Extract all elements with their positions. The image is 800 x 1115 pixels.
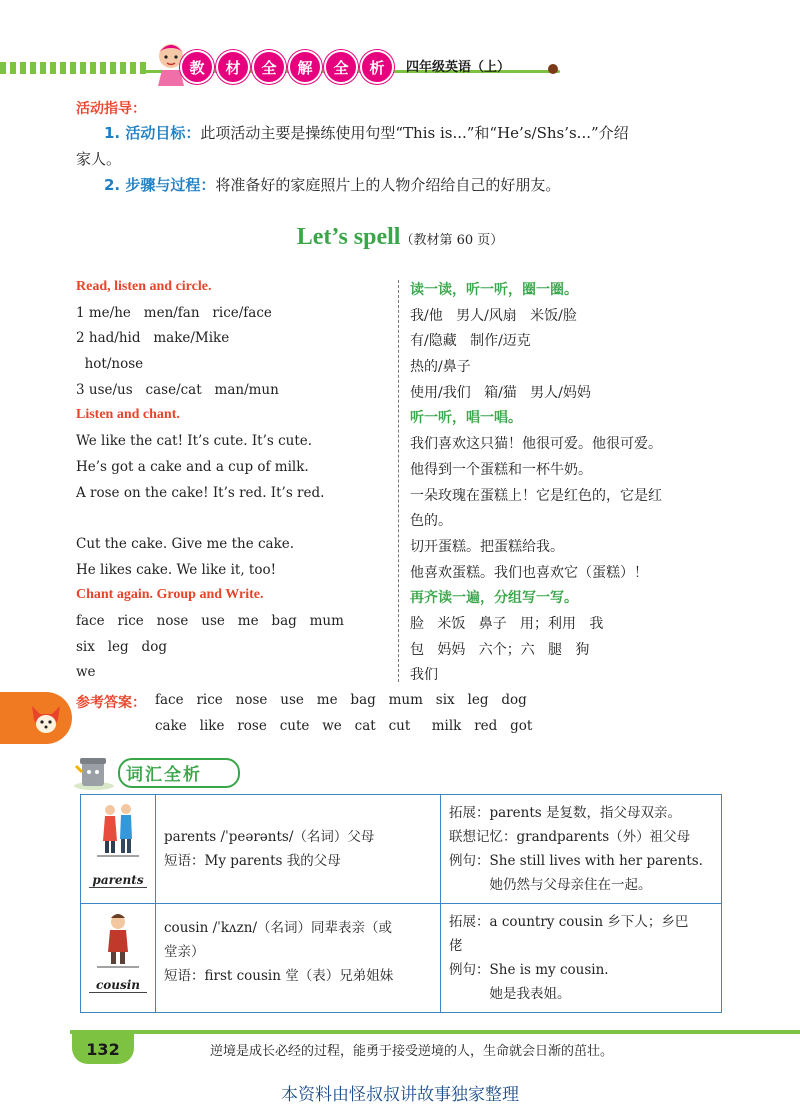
activity-heading: 活动指导： (76, 101, 146, 117)
column-divider (398, 280, 399, 682)
extension-line: 例句：She is my cousin. (449, 962, 609, 978)
right-line: 他得到一个蛋糕和一杯牛奶。 (410, 462, 592, 478)
section-title-text: Let’s spell (296, 224, 401, 250)
parents-figure-icon (95, 801, 141, 865)
vocab-table (80, 794, 722, 1013)
right-line: 他喜欢蛋糕。我们也喜欢它（蛋糕）！ (410, 565, 648, 581)
section-page-ref: （教材第 60 页） (400, 233, 504, 248)
title-char: 全 (252, 50, 286, 84)
section-title (0, 224, 800, 251)
vocab-definition (156, 795, 441, 904)
right-line: 热的/鼻子 (410, 359, 471, 375)
right-heading: 再齐读一遍，分组写一写。 (410, 590, 578, 606)
right-line: 包 妈妈 六个；六 腿 狗 (410, 642, 590, 658)
extension-line: 例句：She still lives with her parents. (449, 853, 703, 869)
vocab-picture (81, 795, 156, 904)
left-line: He likes cake. We like it, too! (76, 562, 277, 578)
answer-label: 参考答案： (76, 695, 146, 711)
left-line: six leg dog (76, 639, 167, 655)
cousin-figure-icon (95, 910, 141, 970)
extension-line: 联想记忆：grandparents（外）祖父母 (449, 829, 691, 845)
title-char: 解 (288, 50, 322, 84)
vocab-title: 词汇全析 (126, 765, 202, 785)
right-line: 切开蛋糕。把蛋糕给我。 (410, 539, 564, 555)
header-dots (0, 62, 150, 74)
activity-goal (104, 122, 629, 143)
extension-line: 拓展：a country cousin 乡下人；乡巴 (449, 914, 689, 930)
definition-line: cousin /ˈkʌzn/（名词）同辈表亲（或 (164, 920, 393, 936)
definition-line: 短语：My parents 我的父母 (164, 853, 341, 869)
vocab-picture (81, 904, 156, 1013)
grade-label: 四年级英语（上） (406, 60, 511, 75)
title-char: 全 (324, 50, 358, 84)
page-number: 132 (72, 1034, 134, 1064)
vocab-extension (441, 904, 722, 1013)
right-line: 色的。 (410, 513, 452, 529)
left-line: 1 me/he men/fan rice/face (76, 305, 272, 321)
right-line: 有/隐藏 制作/迈克 (410, 333, 531, 349)
book-title (180, 50, 394, 84)
title-char: 析 (360, 50, 394, 84)
extension-line: 她仍然与父母亲住在一起。 (449, 877, 652, 893)
left-line: Cut the cake. Give me the cake. (76, 536, 295, 552)
left-line: We like the cat! It’s cute. It’s cute. (76, 433, 313, 449)
right-line: 脸 米饭 鼻子 用；利用 我 (410, 616, 604, 632)
left-line: face rice nose use me bag mum (76, 613, 344, 629)
definition-line: 短语：first cousin 堂（表）兄弟姐妹 (164, 968, 394, 984)
picture-caption: parents (89, 873, 147, 888)
vocab-row (81, 795, 722, 904)
steps-text: 将准备好的家庭照片上的人物介绍给自己的好朋友。 (215, 176, 561, 194)
trash-can-mascot-icon (70, 752, 120, 792)
vocab-definition (156, 904, 441, 1013)
activity-steps (104, 174, 560, 195)
right-heading: 听一听，唱一唱。 (410, 410, 522, 426)
extension-line: 她是我表姐。 (449, 986, 571, 1002)
activity-goal-cont: 家人。 (76, 150, 122, 168)
left-line: 3 use/us case/cat man/mun (76, 382, 279, 398)
left-line: A rose on the cake! It’s red. It’s red. (76, 485, 325, 501)
title-char: 材 (216, 50, 250, 84)
right-line: 一朵玫瑰在蛋糕上！它是红色的，它是红 (410, 488, 662, 504)
answer-line: cake like rose cute we cat cut milk red got (155, 718, 533, 734)
extension-line: 佬 (449, 938, 463, 954)
vocab-extension (441, 795, 722, 904)
left-line: He’s got a cake and a cup of milk. (76, 459, 309, 475)
left-line: hot/nose (76, 356, 144, 372)
footer-motto: 逆境是成长必经的过程，能勇于接受逆境的人，生命就会日渐的茁壮。 (210, 1044, 614, 1059)
left-line: 2 had/hid make/Mike (76, 330, 230, 346)
definition-line: parents /ˈpeərənts/（名词）父母 (164, 829, 375, 845)
right-line: 我们喜欢这只猫！他很可爱。他很可爱。 (410, 436, 662, 452)
extension-line: 拓展：parents 是复数，指父母双亲。 (449, 805, 681, 821)
right-line: 我/他 男人/风扇 米饭/脸 (410, 308, 577, 324)
fox-mascot-icon (28, 700, 64, 738)
footer-rule (70, 1030, 800, 1034)
right-line: 我们 (410, 667, 438, 683)
header-end-dot (548, 64, 558, 74)
credit-line: 本资料由怪叔叔讲故事独家整理 (281, 1085, 519, 1105)
goal-text: 此项活动主要是操练使用句型“This is...”和“He’s/Shs’s...”介绍 (200, 124, 629, 142)
right-line: 使用/我们 箱/猫 男人/妈妈 (410, 385, 591, 401)
right-heading: 读一读，听一听，圈一圈。 (410, 282, 578, 298)
left-heading: Listen and chant. (76, 407, 180, 422)
steps-label: 2. 步骤与过程： (104, 176, 216, 194)
left-heading: Chant again. Group and Write. (76, 587, 264, 602)
vocab-row (81, 904, 722, 1013)
goal-label: 1. 活动目标： (104, 124, 201, 142)
picture-caption: cousin (89, 978, 147, 993)
definition-line: 堂亲） (164, 944, 205, 960)
left-heading: Read, listen and circle. (76, 279, 212, 294)
title-char: 教 (180, 50, 214, 84)
left-line: we (76, 664, 96, 680)
answer-line: face rice nose use me bag mum six leg dog (155, 692, 527, 708)
